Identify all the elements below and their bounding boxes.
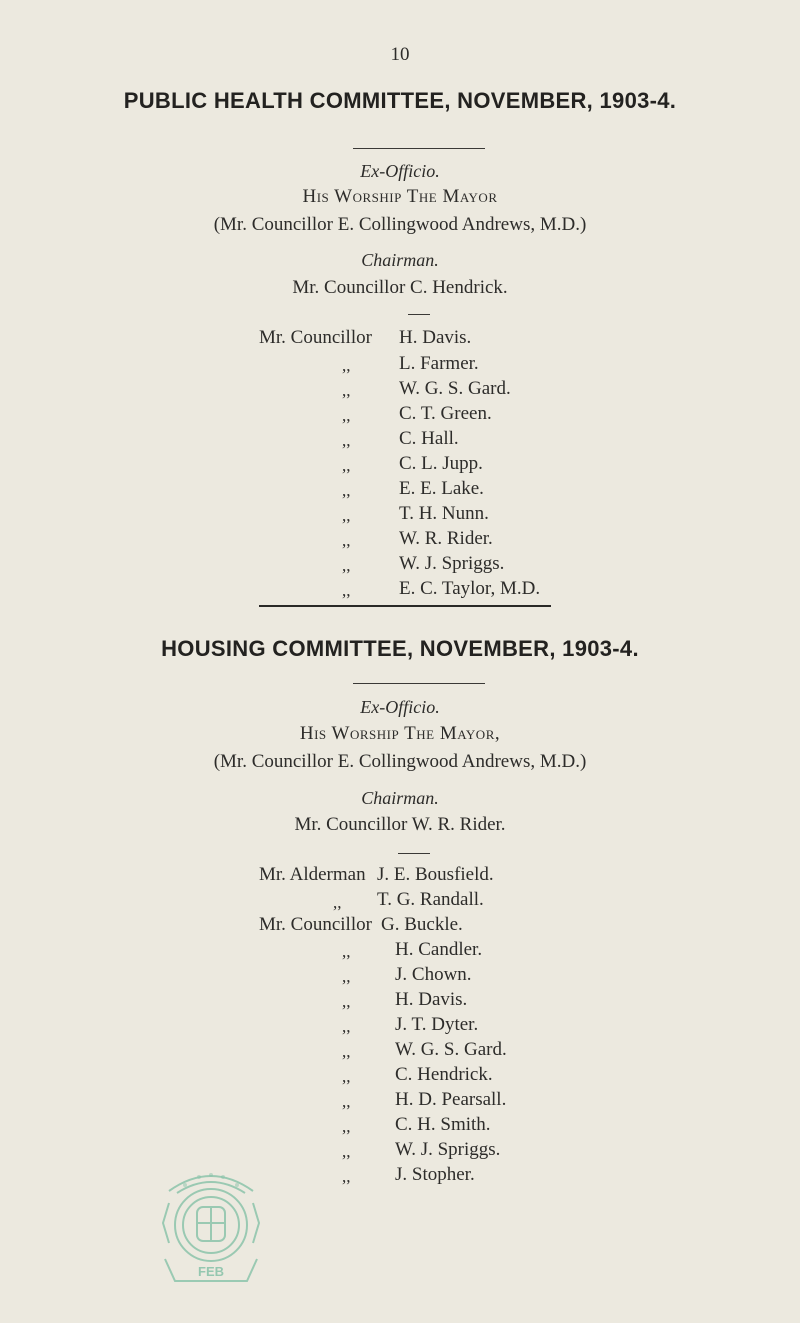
ph-member: L. Farmer. bbox=[399, 353, 479, 374]
ph-member: C. L. Jupp. bbox=[399, 453, 483, 474]
h-mayor: His Worship The Mayor, bbox=[299, 723, 501, 744]
ditto-mark: ,, bbox=[342, 1117, 351, 1136]
h-member: H. D. Pearsall. bbox=[395, 1089, 507, 1110]
ph-ex-officio-label: Ex-Officio. bbox=[360, 161, 440, 181]
ditto-mark: ,, bbox=[342, 1092, 351, 1111]
ph-member: C. T. Green. bbox=[399, 403, 492, 424]
ph-chairman-label: Chairman. bbox=[361, 250, 439, 270]
ph-chairman: Mr. Councillor C. Hendrick. bbox=[292, 277, 508, 298]
h-chairman: Mr. Councillor W. R. Rider. bbox=[294, 814, 506, 835]
ph-member: E. C. Taylor, M.D. bbox=[399, 578, 541, 599]
stamp-seal-icon bbox=[155, 1163, 267, 1285]
housing-title: HOUSING COMMITTEE, NOVEMBER, 1903-4. bbox=[161, 636, 639, 661]
ditto-mark: ,, bbox=[342, 356, 351, 375]
ph-member: E. E. Lake. bbox=[399, 478, 484, 499]
ph-first-prefix: Mr. Councillor bbox=[259, 327, 372, 348]
ditto-mark: ,, bbox=[342, 556, 351, 575]
stamp-text: FEB bbox=[198, 1264, 224, 1279]
ph-mayor-detail: (Mr. Councillor E. Collingwood Andrews, M.D.) bbox=[213, 214, 587, 235]
ditto-mark: ,, bbox=[342, 456, 351, 475]
public-health-title: PUBLIC HEALTH COMMITTEE, NOVEMBER, 1903-4. bbox=[123, 88, 677, 113]
divider bbox=[353, 683, 485, 684]
h-councillor-prefix: Mr. Councillor bbox=[259, 914, 372, 935]
divider bbox=[353, 148, 485, 149]
ph-member: C. Hall. bbox=[399, 428, 459, 449]
ditto-mark: ,, bbox=[342, 381, 351, 400]
ph-first-member: H. Davis. bbox=[399, 327, 472, 348]
h-member: C. Hendrick. bbox=[395, 1064, 493, 1085]
ph-member: W. R. Rider. bbox=[399, 528, 493, 549]
ditto-mark: ,, bbox=[342, 1042, 351, 1061]
h-member: J. Chown. bbox=[395, 964, 472, 985]
h-member: J. Stopher. bbox=[395, 1164, 475, 1185]
h-member: J. T. Dyter. bbox=[395, 1014, 479, 1035]
h-alderman-member: T. G. Randall. bbox=[377, 889, 484, 910]
section-divider bbox=[259, 605, 551, 607]
ph-mayor: His Worship The Mayor bbox=[302, 186, 498, 207]
ditto-mark: ,, bbox=[342, 531, 351, 550]
ditto-mark: ,, bbox=[342, 967, 351, 986]
ditto-mark: ,, bbox=[342, 1167, 351, 1186]
ditto-mark: ,, bbox=[342, 431, 351, 450]
h-member: W. G. S. Gard. bbox=[395, 1039, 507, 1060]
ditto-mark: ,, bbox=[342, 992, 351, 1011]
ditto-mark: ,, bbox=[342, 506, 351, 525]
ph-member: W. G. S. Gard. bbox=[399, 378, 511, 399]
h-alderman-prefix: Mr. Alderman bbox=[259, 864, 366, 885]
library-stamp bbox=[155, 1163, 267, 1285]
ph-member: T. H. Nunn. bbox=[399, 503, 489, 524]
ditto-mark: ,, bbox=[342, 942, 351, 961]
ditto-mark: ,, bbox=[342, 481, 351, 500]
ditto-mark: ,, bbox=[342, 581, 351, 600]
h-mayor-detail: (Mr. Councillor E. Collingwood Andrews, M.D.) bbox=[213, 751, 587, 772]
short-divider bbox=[408, 314, 430, 315]
ditto-mark: ,, bbox=[333, 893, 342, 912]
h-member: W. J. Spriggs. bbox=[395, 1139, 501, 1160]
ph-member: W. J. Spriggs. bbox=[399, 553, 505, 574]
h-member: H. Candler. bbox=[395, 939, 483, 960]
h-member: C. H. Smith. bbox=[395, 1114, 491, 1135]
h-alderman-member: J. E. Bousfield. bbox=[377, 864, 494, 885]
h-councillor-member: G. Buckle. bbox=[381, 914, 463, 935]
ditto-mark: ,, bbox=[342, 1067, 351, 1086]
h-ex-officio-label: Ex-Officio. bbox=[360, 697, 440, 717]
page-number: 10 bbox=[390, 44, 410, 65]
ditto-mark: ,, bbox=[342, 1142, 351, 1161]
ditto-mark: ,, bbox=[342, 406, 351, 425]
h-chairman-label: Chairman. bbox=[361, 788, 439, 808]
ditto-mark: ,, bbox=[342, 1017, 351, 1036]
short-divider bbox=[398, 853, 430, 854]
h-member: H. Davis. bbox=[395, 989, 468, 1010]
